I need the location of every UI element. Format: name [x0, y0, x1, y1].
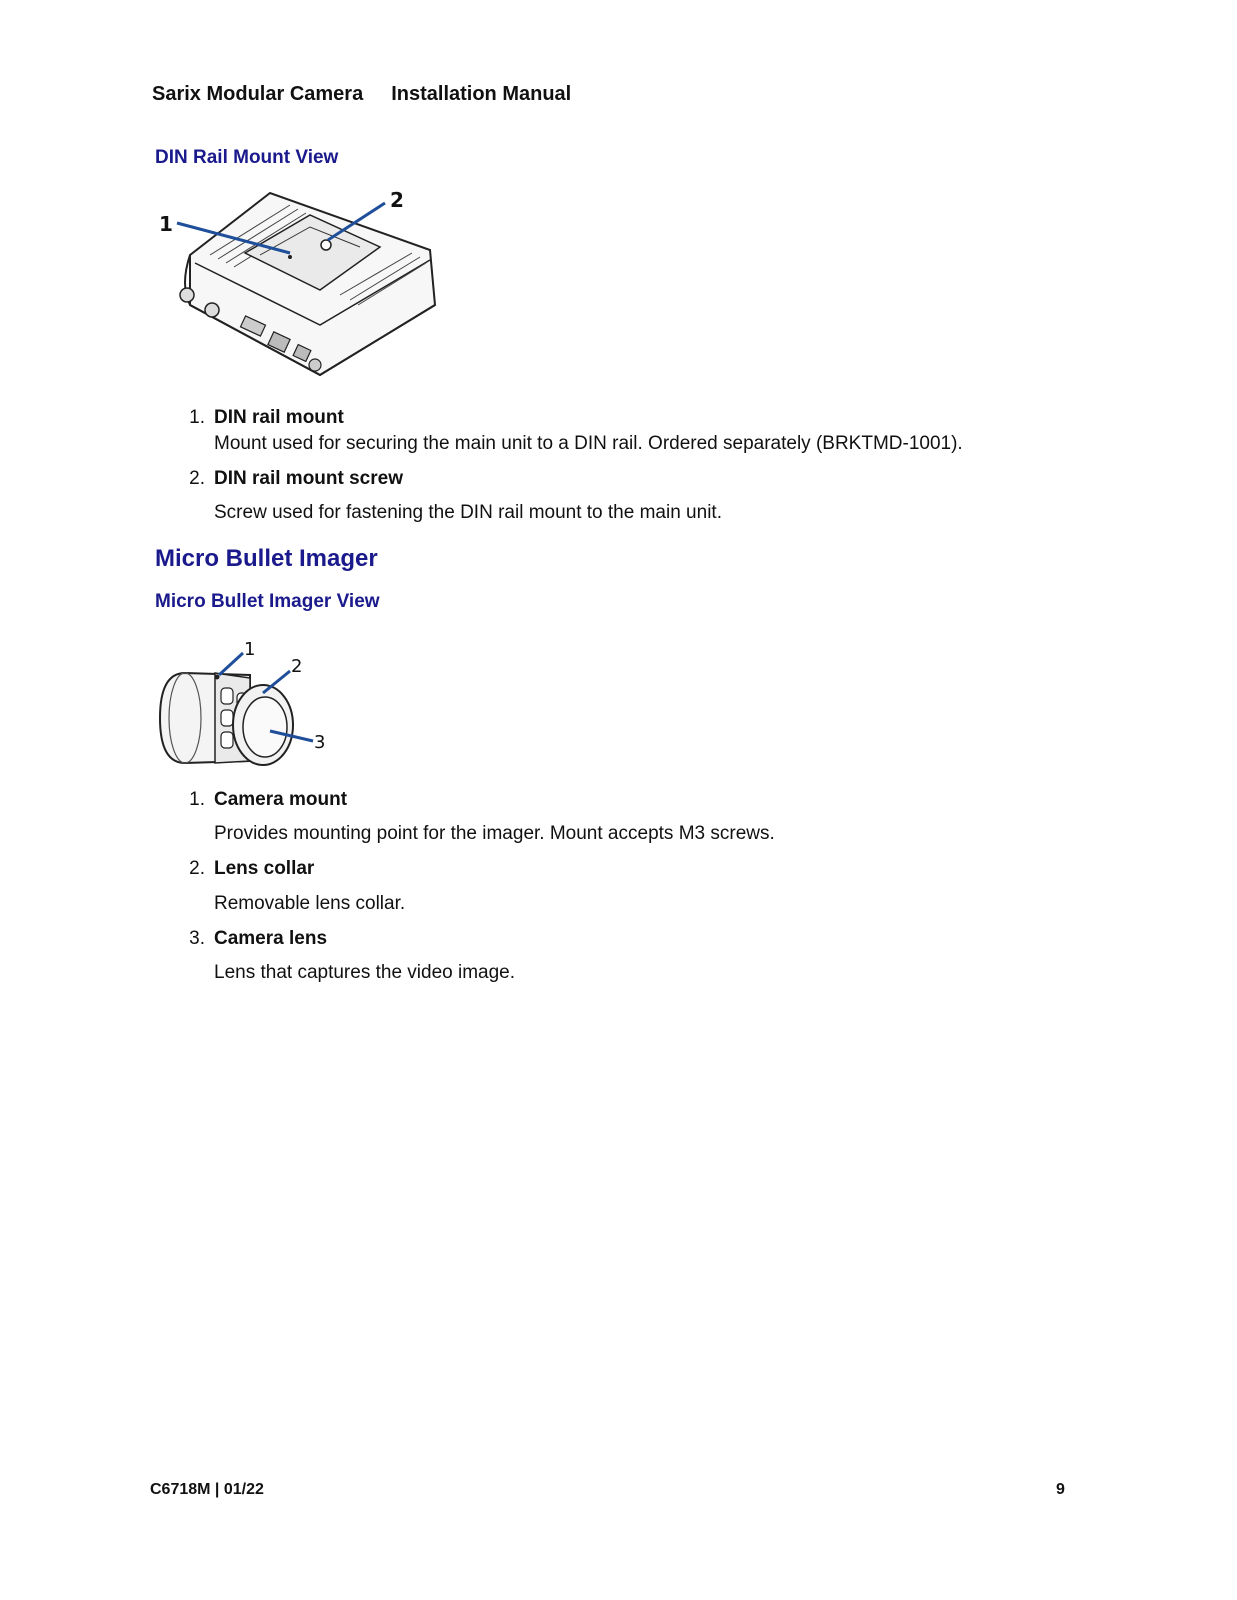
- imager-item-3-number: 3.: [189, 928, 205, 949]
- imager-callout-3: 3: [314, 732, 326, 753]
- imager-item-2-desc: Removable lens collar.: [214, 893, 406, 914]
- din-item-1-title: DIN rail mount: [214, 407, 344, 428]
- imager-item-2-number: 2.: [189, 858, 205, 879]
- micro-bullet-imager-illustration: [155, 633, 335, 773]
- din-item-1-desc: Mount used for securing the main unit to a DIN rail. Ordered separately (BRKTMD-1001).: [214, 433, 963, 454]
- din-callout-1: 1: [159, 212, 173, 236]
- imager-item-1-desc: Provides mounting point for the imager. Mount accepts M3 screws.: [214, 823, 775, 844]
- imager-item-2-title: Lens collar: [214, 858, 315, 879]
- din-item-2-title: DIN rail mount screw: [214, 468, 403, 489]
- imager-item-3-desc: Lens that captures the video image.: [214, 962, 516, 983]
- imager-callout-1: 1: [244, 639, 256, 660]
- header-doc-type: Installation Manual: [391, 83, 572, 105]
- footer-page-number: 9: [1056, 1481, 1065, 1498]
- din-item-1-number: 1.: [189, 407, 205, 428]
- footer-doc-code: C6718M | 01/22: [150, 1481, 264, 1498]
- din-section-title: DIN Rail Mount View: [155, 147, 339, 168]
- din-rail-mount-illustration: [150, 185, 450, 390]
- imager-item-3-title: Camera lens: [214, 928, 328, 949]
- imager-view-title: Micro Bullet Imager View: [155, 591, 380, 612]
- imager-section-title: Micro Bullet Imager: [155, 545, 378, 572]
- imager-item-1-number: 1.: [189, 789, 205, 810]
- din-item-2-desc: Screw used for fastening the DIN rail mount to the main unit.: [214, 502, 722, 523]
- din-callout-2: 2: [390, 188, 404, 212]
- din-item-2-number: 2.: [189, 468, 205, 489]
- header-product: Sarix Modular Camera: [152, 83, 364, 105]
- imager-item-1-title: Camera mount: [214, 789, 348, 810]
- page-header: [152, 83, 571, 106]
- imager-callout-2: 2: [291, 656, 303, 677]
